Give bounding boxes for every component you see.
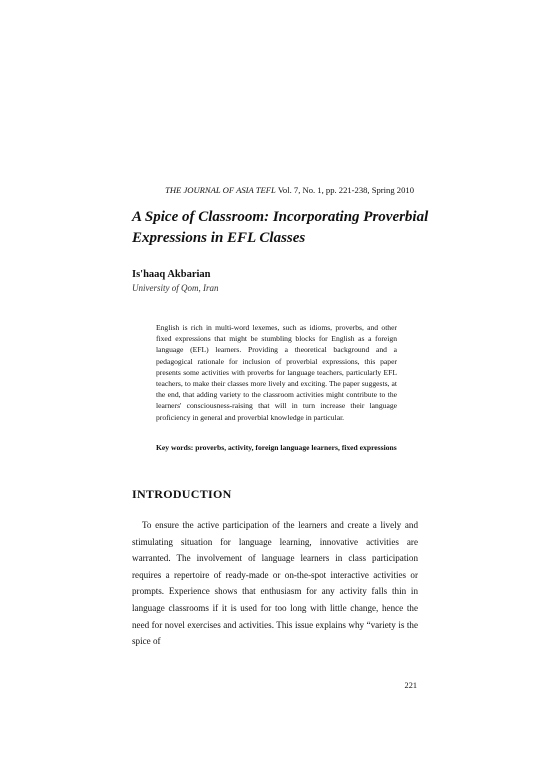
keywords (156, 442, 397, 453)
page-number: 221 (404, 681, 417, 690)
abstract (156, 322, 397, 423)
paper-title: A Spice of Classroom: Incorporating Proverbial Expressions in EFL Classes (132, 209, 429, 246)
section-heading: INTRODUCTION (132, 487, 232, 501)
body-paragraph: To ensure the active participation of the learners and create a lively and stimulating situation for language learning, innovative activities are warranted. The involvement of language learners in class participation requires a repertoire of ready-made or on-the-spot interactive activities or prompts. Experience shows that enthusiasm for any activity falls thin in language classrooms if it is used for too long with little change, hence the need for novel exercises and activities. This issue explains why “variety is the spice of (132, 520, 418, 647)
author-name: Is'haaq Akbarian (132, 269, 211, 280)
body-text (132, 517, 418, 650)
running-head (165, 185, 414, 195)
journal-name: THE JOURNAL OF ASIA TEFL (165, 185, 276, 195)
keywords-text: Key words: proverbs, activity, foreign language learners, fixed expressions (156, 443, 397, 452)
author-affiliation: University of Qom, Iran (132, 283, 219, 293)
abstract-text: English is rich in multi-word lexemes, such as idioms, proverbs, and other fixed expressions that might be stumbling blocks for English as a foreign language (EFL) learners. Providing a theoretical background and a pedagogical rationale for inclusion of proverbial expressions, this paper presents some activities with proverbs for language teachers, particularly EFL teachers, to make their classes more lively and exciting. The paper suggests, at the end, that adding variety to the classroom activities might contribute to the learners' consciousness-raising that will in turn increase their language proficiency in general and proverbial knowledge in particular. (156, 323, 397, 422)
journal-issue-details: Vol. 7, No. 1, pp. 221-238, Spring 2010 (275, 185, 414, 195)
